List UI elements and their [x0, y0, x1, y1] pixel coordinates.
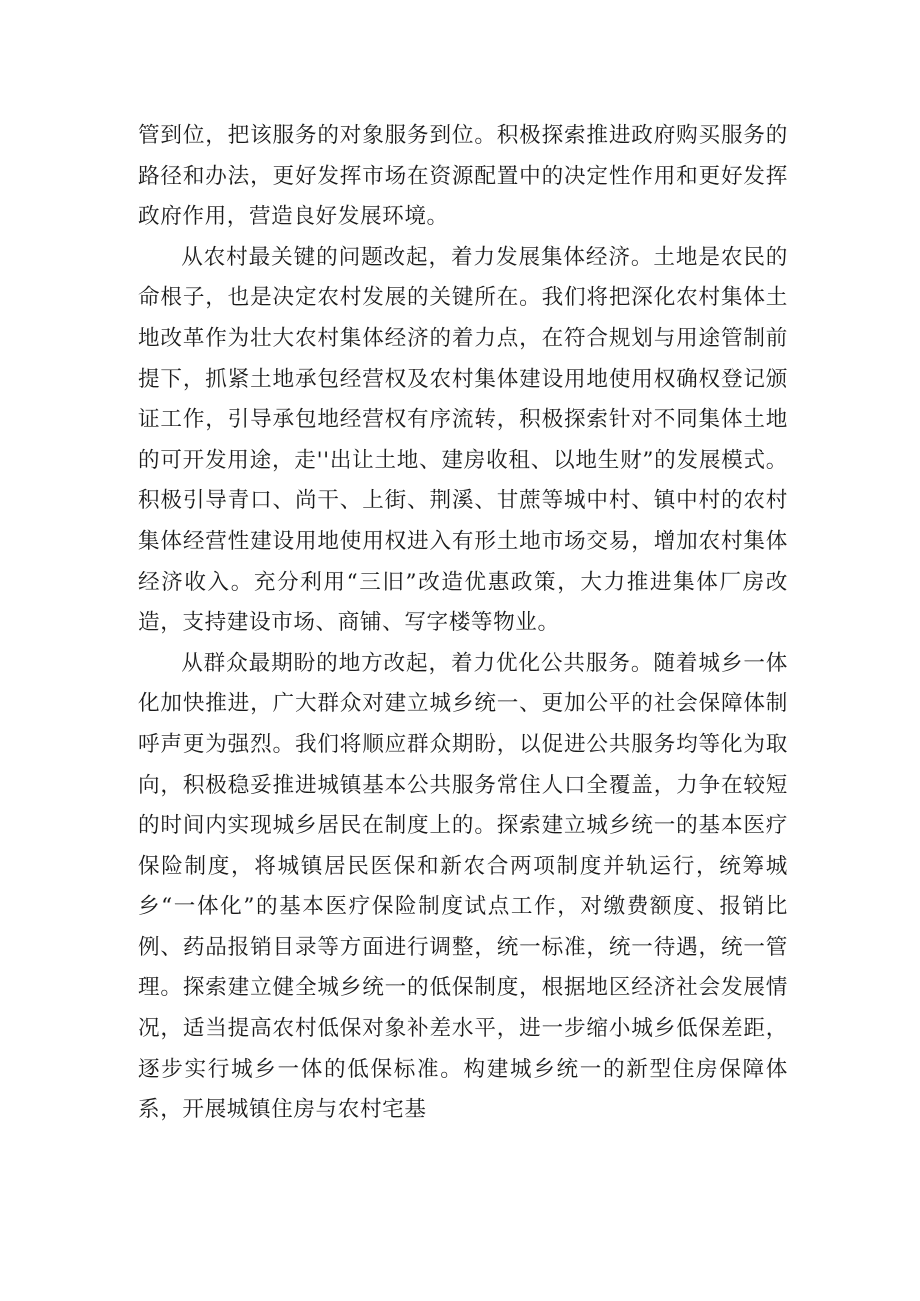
paragraph-public-services: 从群众最期盼的地方改起，着力优化公共服务。随着城乡一体化加快推进，广大群众对建立城乡统一、更加公平的社会保障体制呼声更为强烈。我们将顺应群众期盼，以促进公共服务均等化为取向，积极稳妥推进城镇基本公共服务常住人口全覆盖，力争在较短的时间内实现城乡居民在制度上的。探索建立城乡统一的基本医疗保险制度，将城镇居民医保和新农合两项制度并轨运行，统筹城乡“一体化”的基本医疗保险制度试点工作，对缴费额度、报销比例、药品报销目录等方面进行调整，统一标准，统一待遇，统一管理。探索建立健全城乡统一的低保制度，根据地区经济社会发展情况，适当提高农村低保对象补差水平，进一步缩小城乡低保差距，逐步实行城乡一体的低保标准。构建城乡统一的新型住房保障体系，开展城镇住房与农村宅基 — [138, 650, 788, 1123]
document-body — [138, 116, 788, 1131]
paragraph-collective-economy: 从农村最关键的问题改起，着力发展集体经济。土地是农民的命根子，也是决定农村发展的关键所在。我们将把深化农村集体土地改革作为壮大农村集体经济的着力点，在符合规划与用途管制前提下，抓紧土地承包经营权及农村集体建设用地使用权确权登记颁证工作，引导承包地经营权有序流转，积极探索针对不同集体土地的可开发用途，走''出让土地、建房收租、以地生财”的发展模式。积极引导青口、尚干、上街、荆溪、甘蔗等城中村、镇中村的农村集体经营性建设用地使用权进入有形土地市场交易，增加农村集体经济收入。充分利用“三旧”改造优惠政策，大力推进集体厂房改造，支持建设市场、商铺、写字楼等物业。 — [138, 244, 788, 636]
paragraph-continuation: 管到位，把该服务的对象服务到位。积极探索推进政府购买服务的路径和办法，更好发挥市场在资源配置中的决定性作用和更好发挥政府作用，营造良好发展环境。 — [138, 123, 788, 230]
